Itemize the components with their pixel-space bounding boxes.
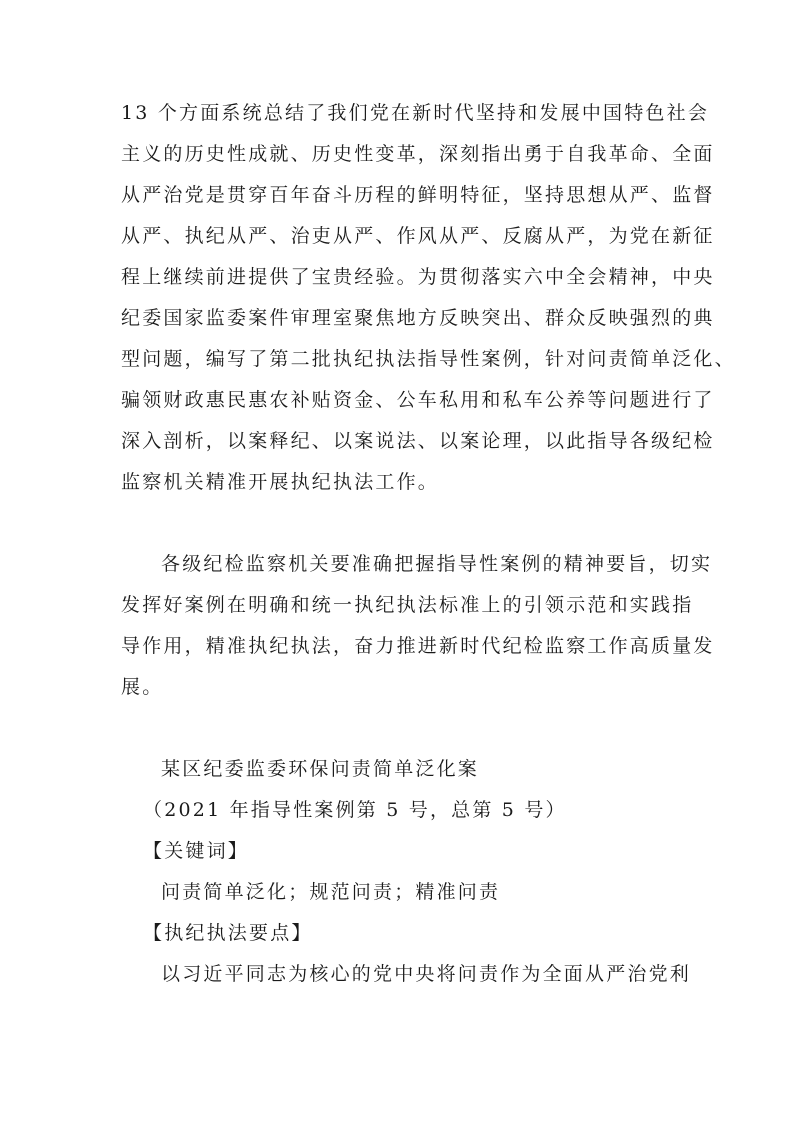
paragraph-1-line: 13 个方面系统总结了我们党在新时代坚持和发展中国特色社会 <box>121 102 710 124</box>
key-points-text: 以习近平同志为核心的党中央将问责作为全面从严治党利 <box>161 963 692 985</box>
keywords: 问责简单泛化；规范问责；精准问责 <box>161 881 501 903</box>
paragraph-1-line: 从严治党是贯穿百年奋斗历程的鲜明特征，坚持思想从严、监督 <box>121 184 715 206</box>
paragraph-1-line: 骗领财政惠民惠农补贴资金、公车私用和私车公养等问题进行了 <box>121 389 715 411</box>
paragraph-1-line: 主义的历史性成就、历史性变革，深刻指出勇于自我革命、全面 <box>121 143 715 165</box>
keywords-heading: 【关键词】 <box>143 840 250 862</box>
key-points-heading: 【执纪执法要点】 <box>143 922 313 944</box>
paragraph-1-line: 型问题，编写了第二批执纪执法指导性案例，针对问责简单泛化、 <box>121 348 736 370</box>
blank-line <box>121 711 677 752</box>
paragraph-1-line: 从严、执纪从严、治吏从严、作风从严、反腐从严，为党在新征 <box>121 225 715 247</box>
case-title: 某区纪委监委环保问责简单泛化案 <box>161 758 480 780</box>
paragraph-2-line: 发挥好案例在明确和统一执纪执法标准上的引领示范和实践指 <box>121 594 694 616</box>
paragraph-1-line: 程上继续前进提供了宝贵经验。为贯彻落实六中全会精神，中央 <box>121 266 715 288</box>
document-page <box>121 96 736 998</box>
case-number: （2021 年指导性案例第 5 号，总第 5 号） <box>143 799 567 821</box>
blank-line <box>121 506 677 547</box>
paragraph-1-line: 纪委国家监委案件审理室聚焦地方反映突出、群众反映强烈的典 <box>121 307 715 329</box>
paragraph-2-line: 各级纪检监察机关要准确把握指导性案例的精神要旨，切实 <box>161 553 713 575</box>
paragraph-1-line: 深入剖析，以案释纪、以案说法、以案论理，以此指导各级纪检 <box>121 430 715 452</box>
paragraph-2-line: 展。 <box>121 676 164 698</box>
paragraph-1-line: 监察机关精准开展执纪执法工作。 <box>121 471 440 493</box>
paragraph-2-line: 导作用，精准执纪执法，奋力推进新时代纪检监察工作高质量发 <box>121 635 715 657</box>
